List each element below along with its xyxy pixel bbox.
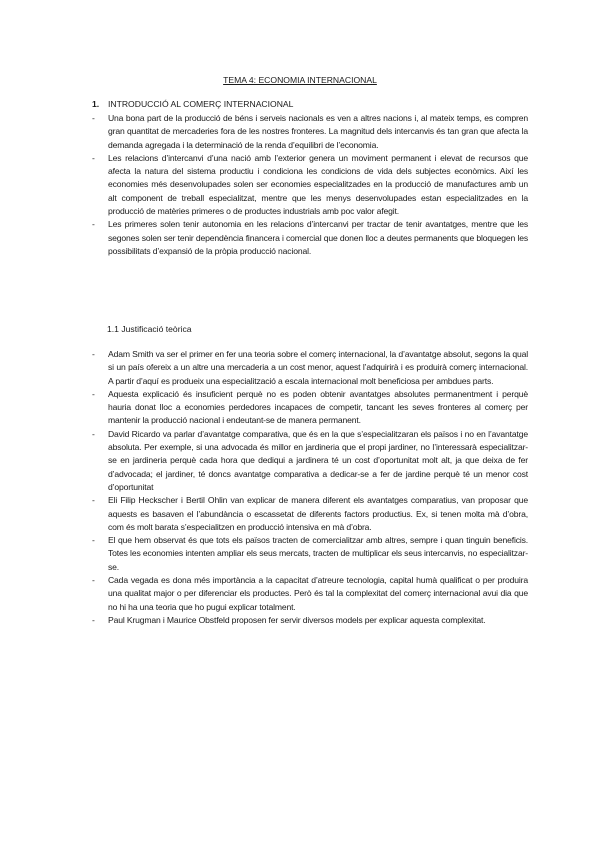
list-item — [92, 112, 528, 152]
list-item — [92, 574, 528, 614]
list-item — [92, 152, 528, 218]
bullet-marker: - — [92, 614, 95, 625]
bullet-marker: - — [92, 349, 95, 359]
list-item-text: Aquesta explicació és insuficient perquè no es poden obtenir avantatges absolutes permanentment i perquè hauria donat lloc a economies perdedores incapaces de competir, tancant les seves fronteres al comerç per mantenir la producció nacional i endeutant-se de manera permanent. — [108, 388, 528, 426]
bullet-marker: - — [92, 575, 95, 586]
bullet-marker: - — [92, 113, 95, 123]
bullet-marker: - — [92, 428, 95, 439]
bullet-marker: - — [92, 535, 95, 546]
bullet-marker: - — [92, 152, 95, 163]
list-item — [92, 348, 528, 388]
list-item-text: Adam Smith va ser el primer en fer una teoria sobre el comerç internacional, la d’avantatge absolut, segons la qual si un país ofereix a un altre una mercaderia a un cost menor, aquest l’adquirirà i es produirà comerç internacional. A partir d’aquí es produeix una especialització a escala internacional molt beneficiosa per ambdues parts. — [108, 349, 528, 386]
list-item — [92, 218, 528, 258]
document-title: TEMA 4: ECONOMIA INTERNACIONAL — [223, 75, 377, 85]
list-item-text: Paul Krugman i Maurice Obstfeld proposen fer servir diversos models per explicar aquesta complexitat. — [108, 614, 486, 625]
section-heading — [92, 98, 293, 111]
list-item-text: Cada vegada es dona més importància a la capacitat d’atreure tecnologia, capital humà qualificat o per produira una qualitat major o per diferenciar els productes. Però és tal la complexitat del comerç internacional avui dia que no hi ha una teoria que ho pugui explicar totalment. — [108, 575, 528, 612]
bullet-marker: - — [92, 388, 95, 399]
list-item — [92, 428, 528, 494]
list-item — [92, 614, 528, 627]
list-item-text: Les relacions d’intercanvi d’una nació amb l’exterior genera un moviment permanent i elevat de recursos que afecta la natura del sistema productiu i condiciona les condicions de vida dels subjectes econòmics. Així les economies més desenvolupades solen ser economies especialitzades en la producció de manufactures amb un alt component de treball especialitzat, mentre que les menys desenvolupades estan especialitzades en la producció de matèries primeres o de productes industrials amb poc valor afegit. — [108, 152, 528, 217]
list-item — [92, 388, 528, 428]
theory-bullet-list — [92, 348, 528, 627]
section-heading-text: INTRODUCCIÓ AL COMERÇ INTERNACIONAL — [108, 99, 294, 109]
bullet-marker: - — [92, 219, 95, 230]
list-item-text: Eli Filip Heckscher i Bertil Ohlin van explicar de manera diferent els avantatges comparatius, van proposar que aquests es basaven el l’abundància o escassetat de diferents factors productius. Ex, si tenen molta mà d’obra, com és molt barata s’especialitzen en producció intensiva en mà d’obra. — [108, 495, 528, 532]
list-item-text: El que hem observat és que tots els països tracten de comercialitzar amb altres, sempre i quan tinguin beneficis. Totes les economies intenten ampliar els seus mercats, tracten de multiplicar els seus intercanvis, no especialitzar-se. — [108, 535, 528, 572]
list-item-text: David Ricardo va parlar d’avantatge comparativa, que és en la que s’especialitzaran els països i no en l’avantatge absoluta. Per exemple, si una advocada és millor en jardineria que el propi jardiner, no l’interessarà especialitzar-se en jardineria perquè cada hora que dediqui a jardinera té un cost d’oportunitat molt alt, ja que deixa de fer d’advocada; el jardiner, té doncs avantatge comparativa a dedicar-se a fer de jardine perquè té un menor cost d’oportunitat — [108, 428, 528, 492]
list-item-text: Les primeres solen tenir autonomia en les relacions d’intercanvi per tractar de tenir avantatges, mentre que les segones solen ser tenir dependència financera i comercial que donen lloc a deutes permanents que bloquegen les possibilitats d’expansió de la pròpia producció nacional. — [108, 219, 528, 256]
list-item-text: Una bona part de la producció de béns i serveis nacionals es ven a altres nacions i, al mateix temps, es compren gran quantitat de mercaderies fora de les nostres fronteres. La magnitud dels intercanvis és tan gran que afecta la demanda agregada i la determinació de la renda d’equilibri de l’economia. — [108, 113, 528, 150]
subsection-heading: 1.1 Justificació teòrica — [107, 324, 192, 334]
list-item — [92, 494, 528, 534]
section-number: 1. — [92, 99, 100, 109]
bullet-marker: - — [92, 495, 95, 506]
intro-bullet-list — [92, 112, 528, 258]
list-item — [92, 534, 528, 574]
